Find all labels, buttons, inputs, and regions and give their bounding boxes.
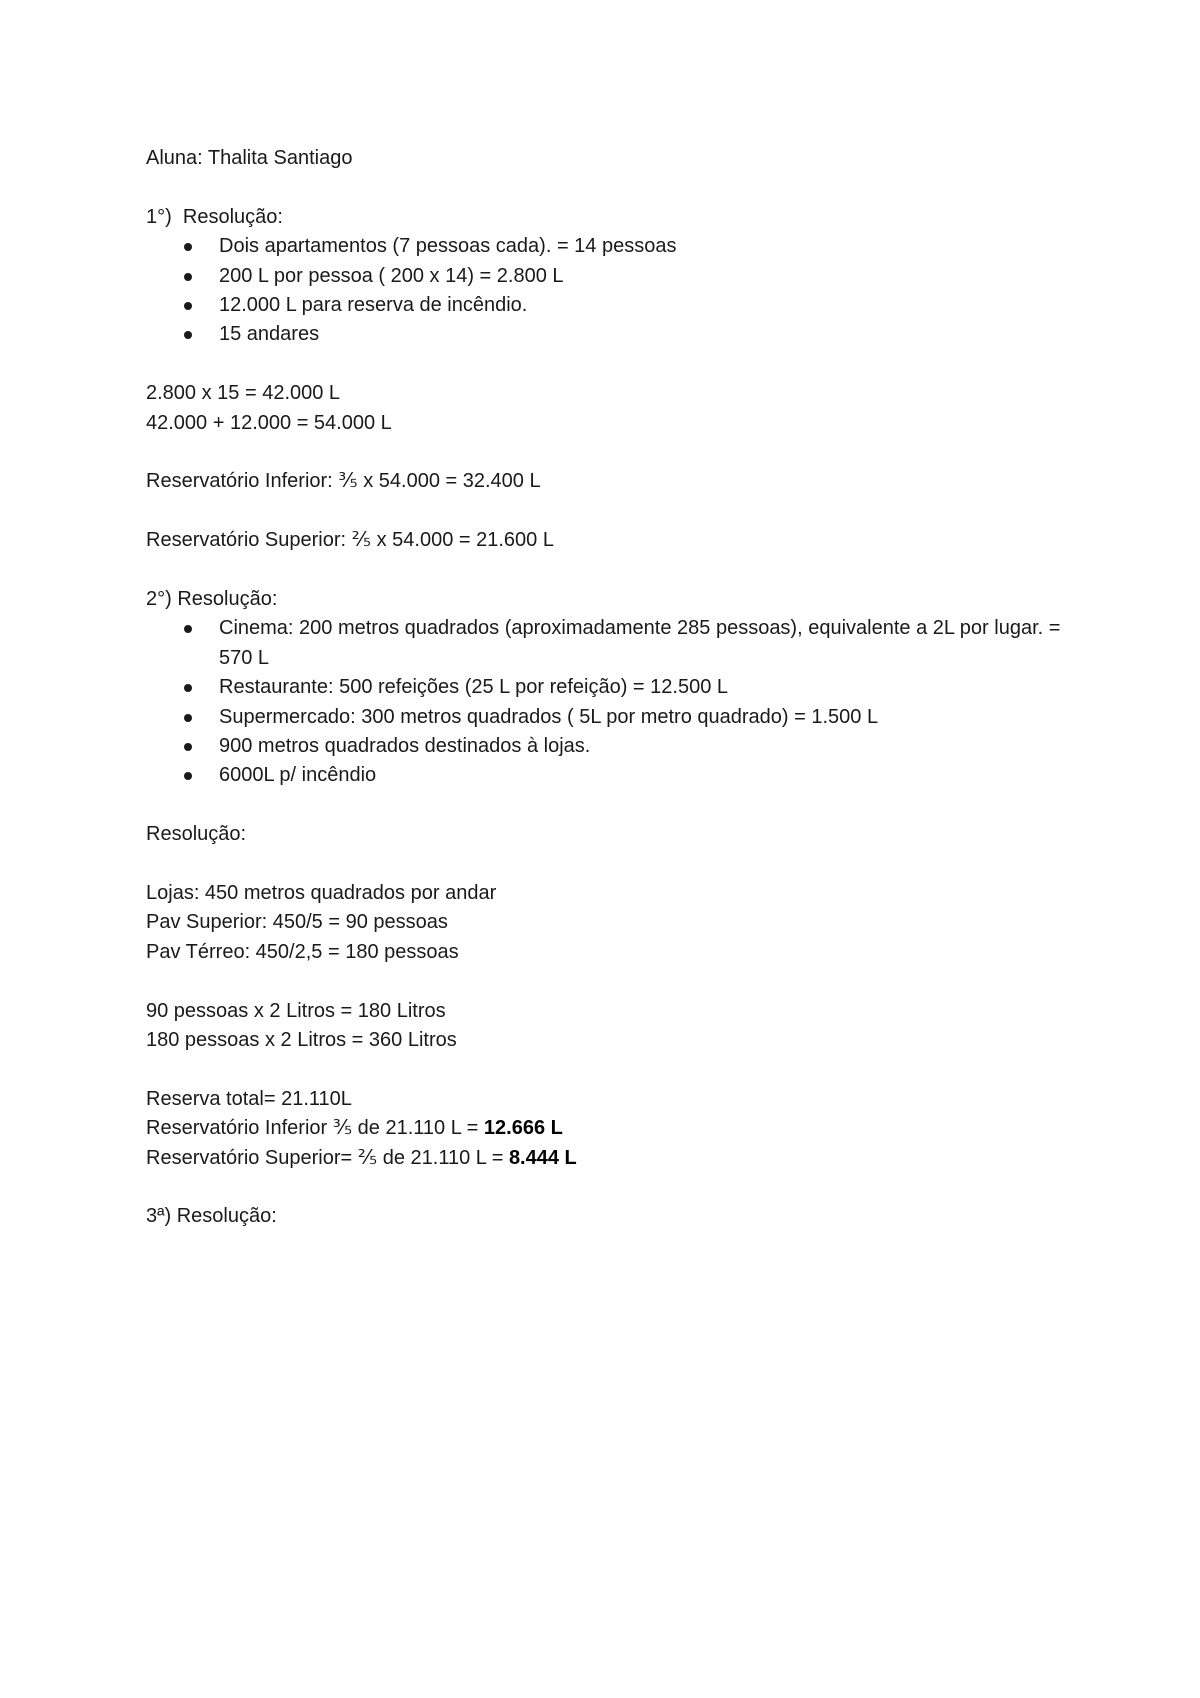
q2-pav-terreo: Pav Térreo: 450/2,5 = 180 pessoas	[146, 940, 459, 963]
q2-reservatorio-inferior: Reservatório Inferior ⅗ de 21.110 L = 12.666 L	[146, 1117, 563, 1140]
q2-sub-heading: Resolução:	[146, 823, 247, 846]
q1-calc-1: 2.800 x 15 = 42.000 L	[146, 382, 341, 405]
q3-heading: 3ª) Resolução:	[146, 1205, 277, 1228]
q2-bullet-list	[146, 614, 1066, 790]
bullet-icon	[184, 625, 192, 633]
list-item: 15 andares	[146, 320, 1066, 349]
spacer	[146, 556, 1066, 585]
bullet-icon	[184, 684, 192, 692]
bullet-icon	[184, 743, 192, 751]
list-item: Supermercado: 300 metros quadrados ( 5L por metro quadrado) = 1.500 L	[146, 703, 1066, 732]
bullet-icon	[184, 273, 192, 281]
spacer	[146, 967, 1066, 996]
bullet-icon	[184, 302, 192, 310]
q2-reservatorio-superior: Reservatório Superior= ⅖ de 21.110 L = 8.444 L	[146, 1146, 577, 1169]
spacer	[146, 791, 1066, 820]
spacer	[146, 497, 1066, 526]
q1-bullet-list	[146, 232, 1066, 350]
bullet-icon	[184, 714, 192, 722]
list-item: Dois apartamentos (7 pessoas cada). = 14 pessoas	[146, 232, 1066, 261]
q1-calc-2: 42.000 + 12.000 = 54.000 L	[146, 411, 392, 434]
q1-reservatorio-inferior: Reservatório Inferior: ⅗ x 54.000 = 32.400 L	[146, 470, 541, 493]
spacer	[146, 850, 1066, 879]
student-name: Aluna: Thalita Santiago	[146, 147, 353, 169]
bullet-icon	[184, 331, 192, 339]
q1-heading: 1°) Resolução:	[146, 205, 283, 228]
list-item: 12.000 L para reserva de incêndio.	[146, 291, 1066, 320]
q2-litros-2: 180 pessoas x 2 Litros = 360 Litros	[146, 1029, 457, 1052]
spacer	[146, 350, 1066, 379]
list-item: Restaurante: 500 refeições (25 L por refeição) = 12.500 L	[146, 673, 1066, 702]
spacer	[146, 438, 1066, 467]
spacer	[146, 173, 1066, 202]
q2-lojas: Lojas: 450 metros quadrados por andar	[146, 882, 497, 905]
spacer	[146, 1173, 1066, 1202]
q2-heading: 2°) Resolução:	[146, 588, 278, 611]
list-item: Cinema: 200 metros quadrados (aproximadamente 285 pessoas), equivalente a 2L por lugar. = 570 L	[146, 614, 1066, 673]
q2-litros-1: 90 pessoas x 2 Litros = 180 Litros	[146, 999, 446, 1022]
list-item: 200 L por pessoa ( 200 x 14) = 2.800 L	[146, 262, 1066, 291]
spacer	[146, 1055, 1066, 1084]
q2-reservatorio-superior-value: 8.444 L	[508, 1146, 577, 1169]
q2-reservatorio-inferior-value: 12.666 L	[483, 1117, 563, 1140]
q2-pav-superior: Pav Superior: 450/5 = 90 pessoas	[146, 911, 448, 934]
document-page	[146, 144, 1066, 1232]
q2-reserva-total: Reserva total= 21.110L	[146, 1087, 352, 1110]
q1-reservatorio-superior: Reservatório Superior: ⅖ x 54.000 = 21.600 L	[146, 529, 554, 552]
list-item: 6000L p/ incêndio	[146, 761, 1066, 790]
list-item: 900 metros quadrados destinados à lojas.	[146, 732, 1066, 761]
bullet-icon	[184, 772, 192, 780]
bullet-icon	[184, 243, 192, 251]
